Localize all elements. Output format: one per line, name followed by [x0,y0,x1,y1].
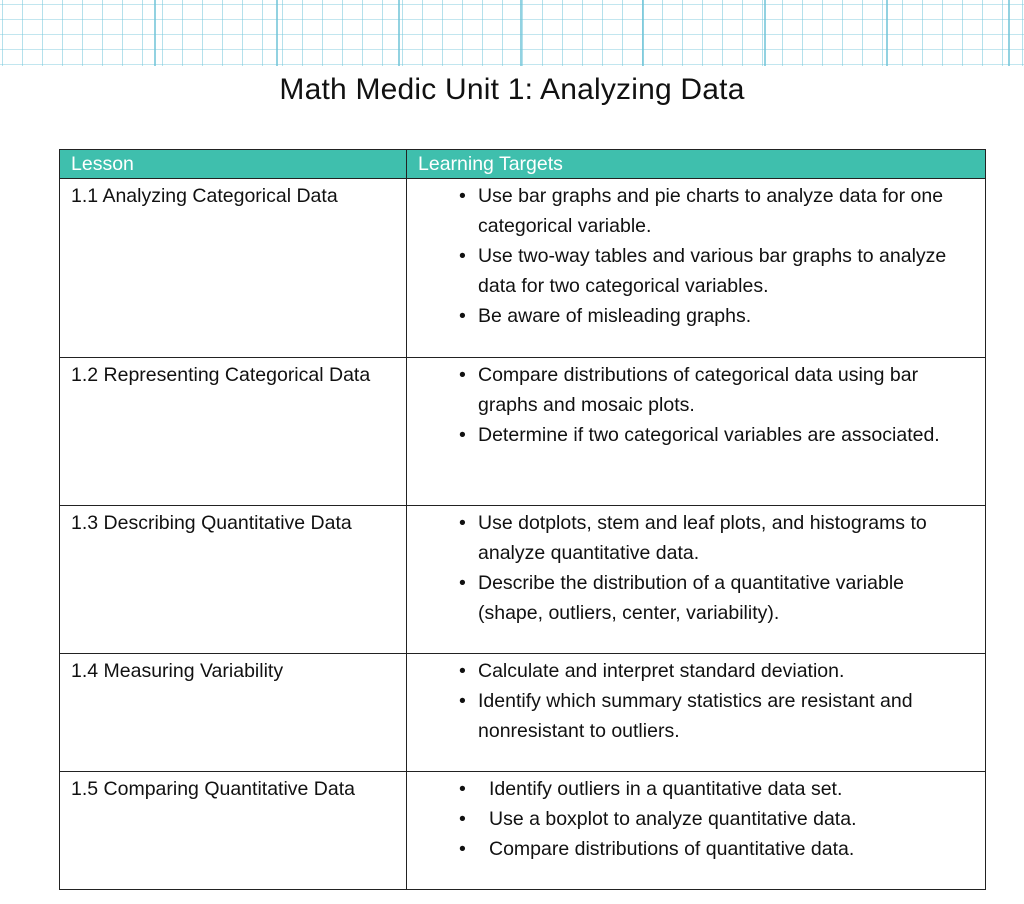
targets-cell [407,654,986,772]
target-list [459,181,967,331]
grid-major-line [764,0,766,66]
targets-cell [407,506,986,654]
target-item: • Use a boxplot to analyze quantitative data. [459,804,967,834]
target-item: • Describe the distribution of a quantitative variable (shape, outliers, center, variability). [459,568,967,628]
grid-major-line [520,0,522,66]
table-row [60,179,986,358]
lesson-cell: 1.3 Describing Quantitative Data [60,506,407,654]
targets-cell [407,358,986,506]
target-item: • Use dotplots, stem and leaf plots, and histograms to analyze quantitative data. [459,508,967,568]
target-list [459,774,967,864]
target-list [459,360,967,450]
grid-major-line [398,0,400,66]
lesson-cell: 1.2 Representing Categorical Data [60,358,407,506]
target-list [459,656,967,746]
table-row [60,772,986,890]
lesson-cell: 1.5 Comparing Quantitative Data [60,772,407,890]
target-item: • Determine if two categorical variables are associated. [459,420,967,450]
targets-cell [407,179,986,358]
grid-major-line [642,0,644,66]
grid-major-line [276,0,278,66]
target-item: • Compare distributions of categorical data using bar graphs and mosaic plots. [459,360,967,420]
target-item: • Be aware of misleading graphs. [459,301,967,331]
lesson-cell: 1.1 Analyzing Categorical Data [60,179,407,358]
target-list [459,508,967,628]
table-row [60,506,986,654]
table-row [60,358,986,506]
table-header-row [60,150,986,179]
lesson-column-header: Lesson [60,150,407,179]
document-title: Math Medic Unit 1: Analyzing Data [279,73,745,106]
target-item: • Use bar graphs and pie charts to analyze data for one categorical variable. [459,181,967,241]
target-item: • Identify outliers in a quantitative data set. [459,774,967,804]
target-item: • Calculate and interpret standard deviation. [459,656,967,686]
graph-paper-header-band [0,0,1024,66]
targets-column-header: Learning Targets [407,150,986,179]
lesson-cell: 1.4 Measuring Variability [60,654,407,772]
target-item: • Identify which summary statistics are resistant and nonresistant to outliers. [459,686,967,746]
grid-major-line [1008,0,1010,66]
grid-major-line [886,0,888,66]
targets-cell [407,772,986,890]
grid-major-line [154,0,156,66]
target-item: • Use two-way tables and various bar graphs to analyze data for two categorical variables. [459,241,967,301]
table-row [60,654,986,772]
learning-targets-table [59,149,986,890]
target-item: • Compare distributions of quantitative data. [459,834,967,864]
